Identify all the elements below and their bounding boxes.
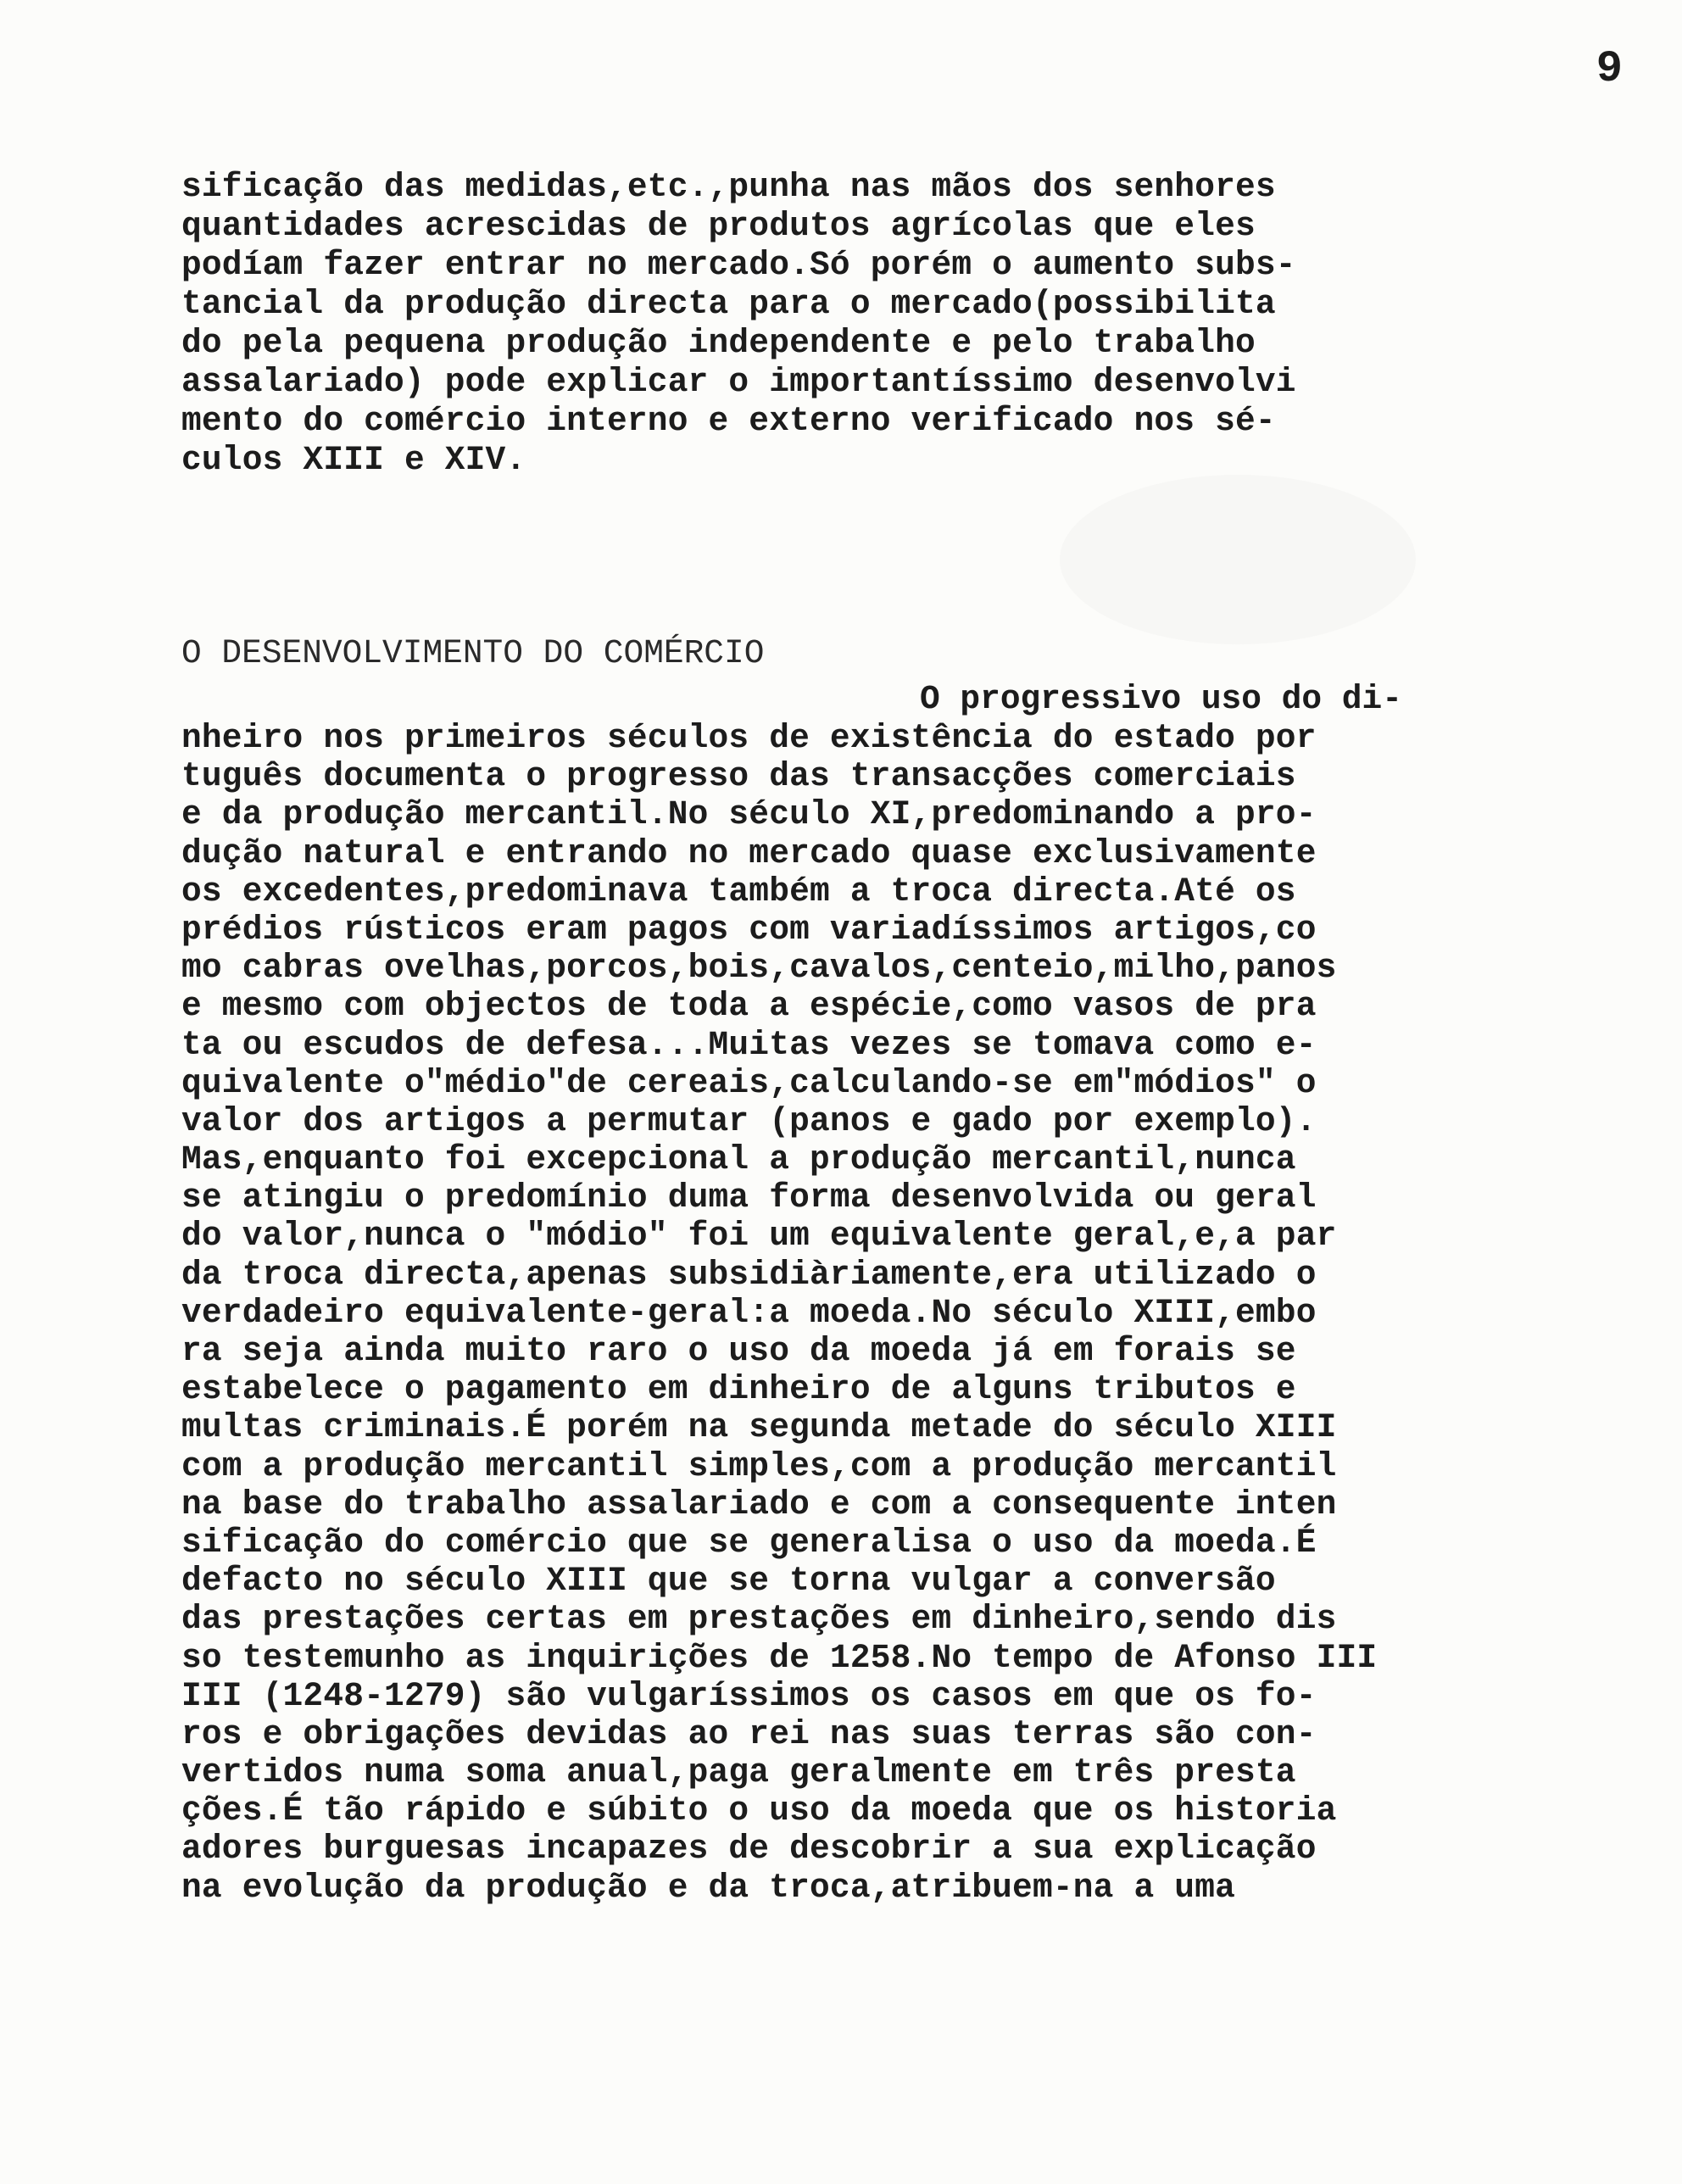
text-line: valor dos artigos a permutar (panos e gado por exemplo). xyxy=(181,1101,1317,1140)
text-line: tuguês documenta o progresso das transacções comerciais xyxy=(181,757,1296,796)
text-line: dução natural e entrando no mercado quase exclusivamente xyxy=(181,833,1317,872)
text-line: estabelece o pagamento em dinheiro de alguns tributos e xyxy=(181,1370,1296,1409)
text-line: verdadeiro equivalente-geral:a moeda.No século XIII,embo xyxy=(181,1293,1317,1332)
text-line: III (1248-1279) são vulgaríssimos os casos em que os fo- xyxy=(181,1676,1317,1715)
text-line: com a produção mercantil simples,com a produção mercantil xyxy=(181,1446,1337,1485)
text-line: multas criminais.É porém na segunda metade do século XIII xyxy=(181,1408,1337,1447)
text-line: quantidades acrescidas de produtos agrícolas que eles xyxy=(181,207,1256,245)
text-line: ra seja ainda muito raro o uso da moeda já em forais se xyxy=(181,1332,1296,1370)
text-line: ros e obrigações devidas ao rei nas suas terras são con- xyxy=(181,1714,1317,1753)
paragraph-continued xyxy=(181,168,1606,480)
text-line: so testemunho as inquirições de 1258.No tempo de Afonso III xyxy=(181,1638,1378,1677)
text-line: mo cabras ovelhas,porcos,bois,cavalos,centeio,milho,panos xyxy=(181,949,1337,988)
section-heading: O DESENVOLVIMENTO DO COMÉRCIO xyxy=(181,634,765,672)
text-line: e da produção mercantil.No século XI,predominando a pro- xyxy=(181,795,1317,834)
text-line: ta ou escudos de defesa...Muitas vezes se tomava como e- xyxy=(181,1025,1317,1064)
text-line: se atingiu o predomínio duma forma desenvolvida ou geral xyxy=(181,1178,1317,1217)
text-line: das prestações certas em prestações em dinheiro,sendo dis xyxy=(181,1600,1337,1639)
text-line: mento do comércio interno e externo verificado nos sé- xyxy=(181,402,1276,440)
text-line: vertidos numa soma anual,paga geralmente em três presta xyxy=(181,1753,1296,1792)
text-line: adores burguesas incapazes de descobrir a sua explicação xyxy=(181,1830,1317,1869)
paragraph-commerce xyxy=(181,719,1606,1907)
text-line: tancial da produção directa para o mercado(possibilita xyxy=(181,285,1276,323)
text-line: na base do trabalho assalariado e com a consequente inten xyxy=(181,1485,1337,1524)
text-line: os excedentes,predominava também a troca directa.Até os xyxy=(181,872,1296,911)
text-line: Mas,enquanto foi excepcional a produção mercantil,nunca xyxy=(181,1140,1296,1179)
paper-stain xyxy=(1060,475,1416,644)
text-line: quivalente o"médio"de cereais,calculando-se em"módios" o xyxy=(181,1063,1317,1102)
page-number: 9 xyxy=(1596,44,1623,94)
text-line: e mesmo com objectos de toda a espécie,como vasos de pra xyxy=(181,987,1317,1026)
text-line: assalariado) pode explicar o importantíssimo desenvolvi xyxy=(181,363,1296,401)
text-line: culos XIII e XIV. xyxy=(181,441,526,479)
text-line: na evolução da produção e da troca,atribuem-na a uma xyxy=(181,1868,1236,1907)
text-line: prédios rústicos eram pagos com variadíssimos artigos,co xyxy=(181,910,1317,949)
text-line: podíam fazer entrar no mercado.Só porém o aumento subs- xyxy=(181,246,1296,284)
text-line: nheiro nos primeiros séculos de existência do estado por xyxy=(181,719,1317,757)
text-line: do valor,nunca o "módio" foi um equivalente geral,e,a par xyxy=(181,1217,1337,1256)
text-line: sificação das medidas,etc.,punha nas mãos dos senhores xyxy=(181,168,1276,206)
text-line: da troca directa,apenas subsidiàriamente,era utilizado o xyxy=(181,1255,1317,1294)
text-line: do pela pequena produção independente e pelo trabalho xyxy=(181,324,1256,362)
text-line: defacto no século XIII que se torna vulgar a conversão xyxy=(181,1562,1276,1601)
text-line: ções.É tão rápido e súbito o uso da moeda que os historia xyxy=(181,1791,1337,1830)
section-first-line: O progressivo uso do di- xyxy=(920,680,1402,718)
text-line: sificação do comércio que se generalisa o uso da moeda.É xyxy=(181,1523,1317,1562)
